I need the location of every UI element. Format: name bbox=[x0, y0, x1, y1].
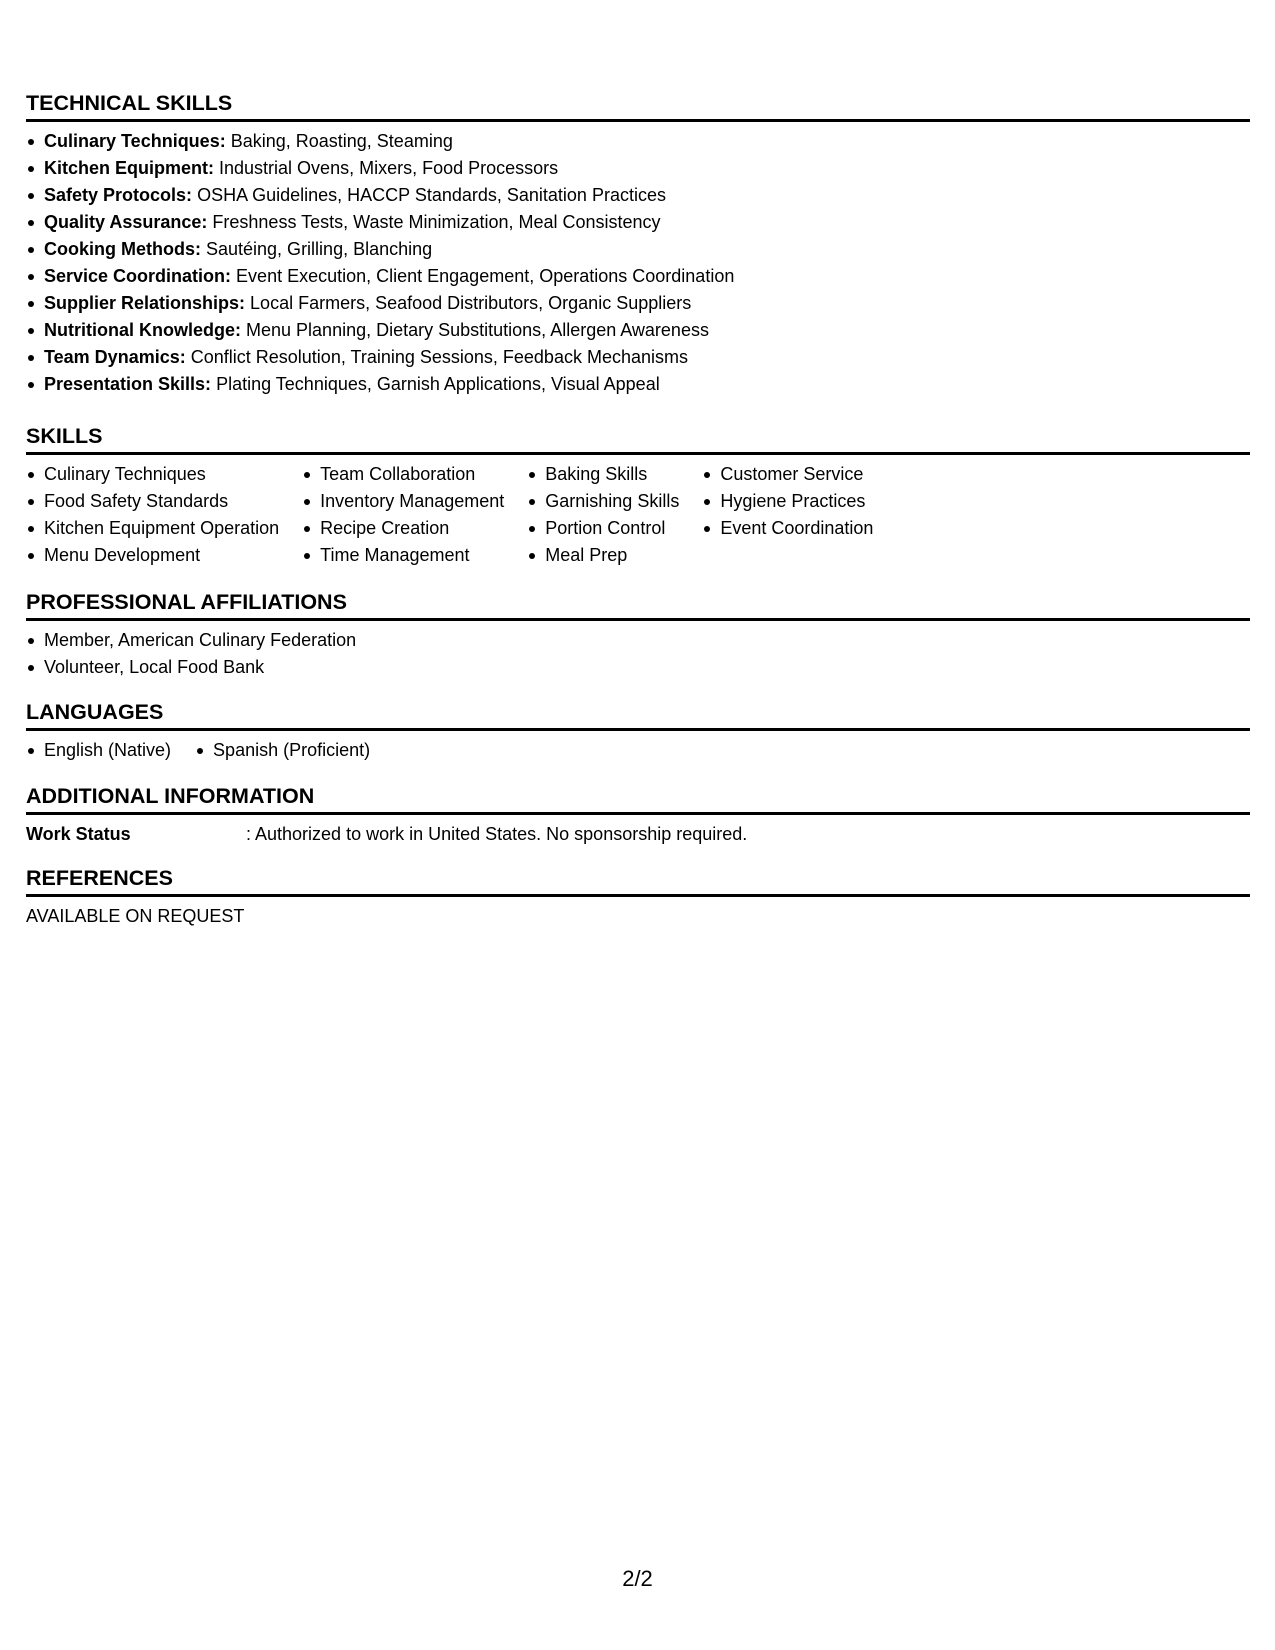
skill-label: Nutritional Knowledge: bbox=[44, 320, 241, 340]
section-divider bbox=[26, 119, 1250, 122]
list-item: English (Native) bbox=[26, 737, 171, 764]
skill-value: Conflict Resolution, Training Sessions, Feedback Mechanisms bbox=[190, 347, 688, 367]
list-item: Team Collaboration bbox=[302, 461, 504, 488]
languages-row bbox=[26, 737, 1250, 764]
skill-value: Baking, Roasting, Steaming bbox=[230, 131, 453, 151]
references-text: AVAILABLE ON REQUEST bbox=[26, 906, 245, 926]
skill-label: Presentation Skills: bbox=[44, 374, 212, 394]
list-item: Baking Skills bbox=[527, 461, 679, 488]
list-item bbox=[26, 182, 1250, 209]
section-title-affiliations: PROFESSIONAL AFFILIATIONS bbox=[26, 590, 347, 614]
section-divider bbox=[26, 452, 1250, 455]
skill-value: Industrial Ovens, Mixers, Food Processors bbox=[219, 158, 559, 178]
list-item: Menu Development bbox=[26, 542, 279, 569]
list-item: Event Coordination bbox=[702, 515, 873, 542]
section-divider bbox=[26, 812, 1250, 815]
list-item: Food Safety Standards bbox=[26, 488, 279, 515]
skills-column bbox=[302, 461, 504, 569]
list-item: Time Management bbox=[302, 542, 504, 569]
languages-list bbox=[26, 737, 171, 764]
skill-value: Sautéing, Grilling, Blanching bbox=[206, 239, 433, 259]
list-item: Garnishing Skills bbox=[527, 488, 679, 515]
skill-label: Safety Protocols: bbox=[44, 185, 193, 205]
list-item bbox=[26, 155, 1250, 182]
work-status-label: Work Status bbox=[26, 824, 131, 844]
list-item: Culinary Techniques bbox=[26, 461, 279, 488]
section-title-references: REFERENCES bbox=[26, 866, 173, 890]
skills-columns bbox=[26, 461, 1250, 569]
section-title-technical-skills: TECHNICAL SKILLS bbox=[26, 91, 233, 115]
skill-value: Plating Techniques, Garnish Applications, Visual Appeal bbox=[216, 374, 660, 394]
skill-value: Menu Planning, Dietary Substitutions, Allergen Awareness bbox=[246, 320, 709, 340]
technical-skills-list bbox=[26, 128, 1250, 398]
skill-label: Cooking Methods: bbox=[44, 239, 201, 259]
list-item bbox=[26, 209, 1250, 236]
skill-value: OSHA Guidelines, HACCP Standards, Sanitation Practices bbox=[197, 185, 666, 205]
section-title-additional-information: ADDITIONAL INFORMATION bbox=[26, 784, 315, 808]
list-item bbox=[26, 344, 1250, 371]
section-title-skills: SKILLS bbox=[26, 424, 103, 448]
list-item: Kitchen Equipment Operation bbox=[26, 515, 279, 542]
section-divider bbox=[26, 728, 1250, 731]
skill-label: Supplier Relationships: bbox=[44, 293, 246, 313]
page-number: 2/2 bbox=[622, 1566, 653, 1591]
list-item: Customer Service bbox=[702, 461, 873, 488]
list-item bbox=[26, 236, 1250, 263]
section-divider bbox=[26, 894, 1250, 897]
list-item: Volunteer, Local Food Bank bbox=[26, 654, 1250, 681]
skills-column bbox=[702, 461, 873, 569]
skill-label: Quality Assurance: bbox=[44, 212, 208, 232]
list-item: Spanish (Proficient) bbox=[195, 737, 370, 764]
skill-value: Freshness Tests, Waste Minimization, Meal Consistency bbox=[212, 212, 661, 232]
skill-label: Kitchen Equipment: bbox=[44, 158, 214, 178]
list-item: Portion Control bbox=[527, 515, 679, 542]
work-status-value: : Authorized to work in United States. No sponsorship required. bbox=[246, 824, 748, 844]
list-item bbox=[26, 263, 1250, 290]
list-item bbox=[26, 371, 1250, 398]
affiliations-section bbox=[26, 589, 1250, 681]
additional-info-section bbox=[26, 783, 1250, 848]
list-item: Recipe Creation bbox=[302, 515, 504, 542]
references-section bbox=[26, 865, 1250, 930]
skills-column bbox=[527, 461, 679, 569]
list-item: Member, American Culinary Federation bbox=[26, 627, 1250, 654]
work-status-row bbox=[26, 821, 1250, 848]
skills-column bbox=[26, 461, 279, 569]
list-item bbox=[26, 128, 1250, 155]
skill-value: Local Farmers, Seafood Distributors, Organic Suppliers bbox=[250, 293, 692, 313]
list-item: Hygiene Practices bbox=[702, 488, 873, 515]
skills-section bbox=[26, 423, 1250, 569]
section-divider bbox=[26, 618, 1250, 621]
list-item bbox=[26, 317, 1250, 344]
skill-label: Team Dynamics: bbox=[44, 347, 186, 367]
technical-skills-section bbox=[26, 90, 1250, 398]
section-title-languages: LANGUAGES bbox=[26, 700, 164, 724]
languages-section bbox=[26, 699, 1250, 764]
skill-value: Event Execution, Client Engagement, Operations Coordination bbox=[236, 266, 735, 286]
skill-label: Service Coordination: bbox=[44, 266, 232, 286]
skill-label: Culinary Techniques: bbox=[44, 131, 226, 151]
list-item bbox=[26, 290, 1250, 317]
affiliations-list bbox=[26, 627, 1250, 681]
list-item: Inventory Management bbox=[302, 488, 504, 515]
languages-list bbox=[195, 737, 370, 764]
list-item: Meal Prep bbox=[527, 542, 679, 569]
